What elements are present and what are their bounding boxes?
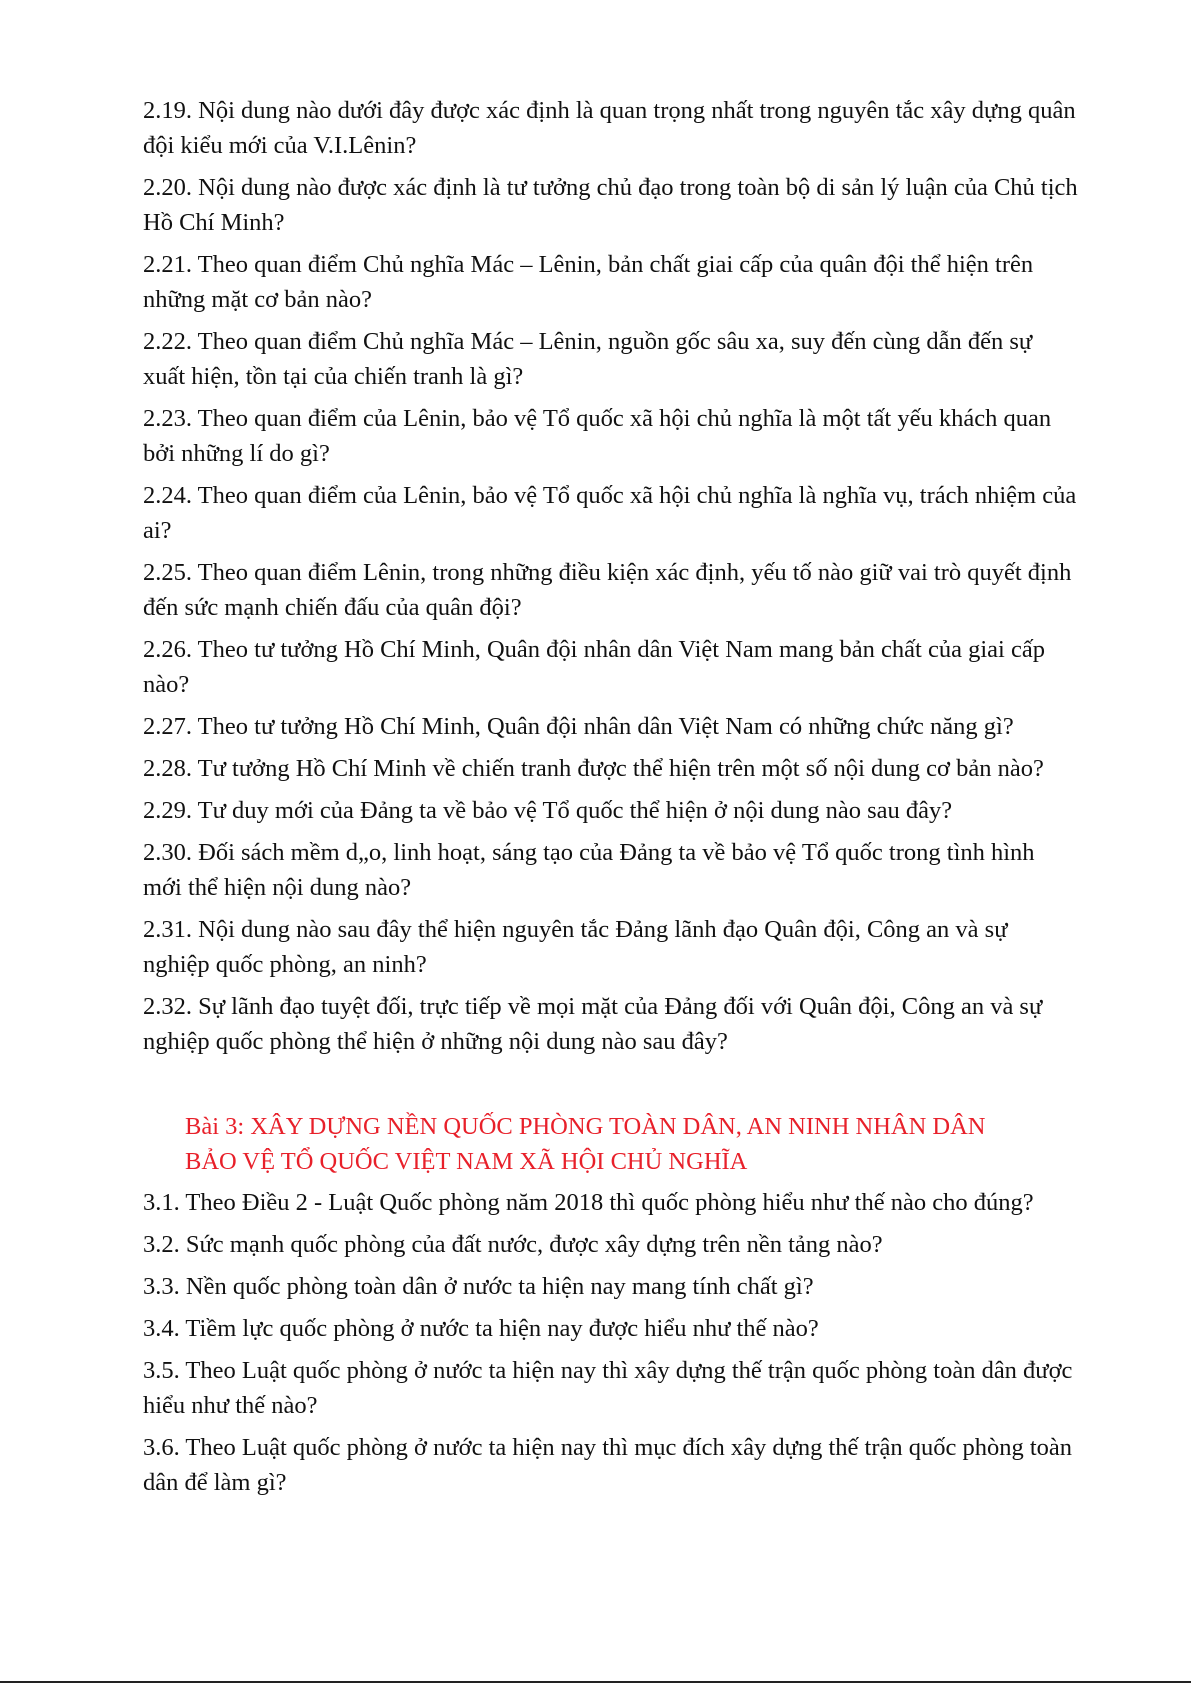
question-3-1: 3.1. Theo Điều 2 - Luật Quốc phòng năm 2018 thì quốc phòng hiểu như thế nào cho đúng? xyxy=(143,1189,1034,1216)
question-2-20: 2.20. Nội dung nào được xác định là tư tưởng chủ đạo trong toàn bộ di sản lý luận của Chủ tịch Hồ Chí Minh? xyxy=(143,174,1078,236)
question-2-28: 2.28. Tư tưởng Hồ Chí Minh về chiến tranh được thể hiện trên một số nội dung cơ bản nào? xyxy=(143,755,1044,782)
page-bottom-rule xyxy=(0,1681,1191,1683)
section-3-title-line-2: BẢO VỆ TỔ QUỐC VIỆT NAM XÃ HỘI CHỦ NGHĨA xyxy=(185,1148,748,1175)
question-3-5: 3.5. Theo Luật quốc phòng ở nước ta hiện nay thì xây dựng thế trận quốc phòng toàn dân được hiểu như thế nào? xyxy=(143,1357,1073,1419)
section-3-title-line-1: Bài 3: XÂY DỰNG NỀN QUỐC PHÒNG TOÀN DÂN, AN NINH NHÂN DÂN xyxy=(185,1113,986,1140)
question-2-23: 2.23. Theo quan điểm của Lênin, bảo vệ Tổ quốc xã hội chủ nghĩa là một tất yếu khách quan bởi những lí do gì? xyxy=(143,405,1052,467)
question-2-22: 2.22. Theo quan điểm Chủ nghĩa Mác – Lênin, nguồn gốc sâu xa, suy đến cùng dẫn đến sự xuất hiện, tồn tại của chiến tranh là gì? xyxy=(143,328,1033,390)
question-2-19: 2.19. Nội dung nào dưới đây được xác định là quan trọng nhất trong nguyên tắc xây dựng quân đội kiểu mới của V.I.Lênin? xyxy=(143,97,1076,159)
question-2-24: 2.24. Theo quan điểm của Lênin, bảo vệ Tổ quốc xã hội chủ nghĩa là nghĩa vụ, trách nhiệm của ai? xyxy=(143,482,1077,544)
question-2-26: 2.26. Theo tư tưởng Hồ Chí Minh, Quân đội nhân dân Việt Nam mang bản chất của giai cấp nào? xyxy=(143,636,1045,698)
question-2-29: 2.29. Tư duy mới của Đảng ta về bảo vệ Tổ quốc thể hiện ở nội dung nào sau đây? xyxy=(143,797,953,824)
question-2-30: 2.30. Đối sách mềm d„o, linh hoạt, sáng tạo của Đảng ta về bảo vệ Tổ quốc trong tình hình mới thể hiện nội dung nào? xyxy=(143,839,1035,901)
question-3-6: 3.6. Theo Luật quốc phòng ở nước ta hiện nay thì mục đích xây dựng thế trận quốc phòng toàn dân để làm gì? xyxy=(143,1434,1073,1496)
question-2-21: 2.21. Theo quan điểm Chủ nghĩa Mác – Lênin, bản chất giai cấp của quân đội thể hiện trên những mặt cơ bản nào? xyxy=(143,251,1034,313)
page-content xyxy=(143,93,1078,1507)
question-3-3: 3.3. Nền quốc phòng toàn dân ở nước ta hiện nay mang tính chất gì? xyxy=(143,1273,814,1300)
question-2-27: 2.27. Theo tư tưởng Hồ Chí Minh, Quân đội nhân dân Việt Nam có những chức năng gì? xyxy=(143,713,1014,740)
question-3-2: 3.2. Sức mạnh quốc phòng của đất nước, được xây dựng trên nền tảng nào? xyxy=(143,1231,883,1258)
question-2-32: 2.32. Sự lãnh đạo tuyệt đối, trực tiếp về mọi mặt của Đảng đối với Quân đội, Công an và sự nghiệp quốc phòng thể hiện ở những nội dung nào sau đây? xyxy=(143,993,1043,1055)
question-3-4: 3.4. Tiềm lực quốc phòng ở nước ta hiện nay được hiểu như thế nào? xyxy=(143,1315,819,1342)
question-2-31: 2.31. Nội dung nào sau đây thể hiện nguyên tắc Đảng lãnh đạo Quân đội, Công an và sự nghiệp quốc phòng, an ninh? xyxy=(143,916,1008,978)
section-3-heading xyxy=(185,1109,1078,1179)
question-2-25: 2.25. Theo quan điểm Lênin, trong những điều kiện xác định, yếu tố nào giữ vai trò quyết định đến sức mạnh chiến đấu của quân đội? xyxy=(143,559,1072,621)
